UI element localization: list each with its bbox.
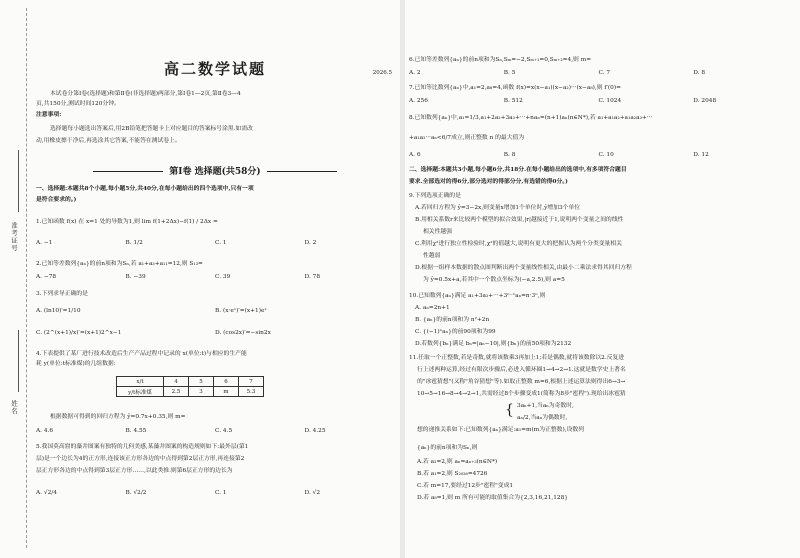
right-page	[405, 0, 800, 558]
exam-title: 高二数学试题	[163, 60, 266, 78]
name-label: 姓名	[10, 400, 18, 415]
exam-date: 2026.5	[372, 70, 392, 76]
q9-option-b: B.用相关系数r来比较两个模型的拟合效果,|r|越接近于1,说明两个变量之间的线性	[415, 217, 624, 223]
data-table	[116, 376, 264, 397]
q11-option: D.若 a₈=1,则 m 所有可能的取值集合为{2,3,16,21,128}	[417, 495, 568, 501]
q3-options-ab: A. (ln10)′=1/10 B. (x·eˣ)′=(x+1)eˣ	[36, 308, 267, 314]
q5-options: A. √2/4 B. √2/2 C. 1 D. √2	[36, 490, 321, 496]
question-8: 8.已知数列{aₙ}中,a₁=1/3,a₁+2a₂+3a₃+···+naₙ=(n+1)aₙ(n∈N*),若 a₁+a₁a₂+a₁a₂a₃+···	[409, 115, 653, 121]
question-4: 耗 y(单位:t标准煤)的几组数据:	[36, 361, 116, 367]
part2-heading: 要求.全部选对的得6分,部分选对的得部分分,有选错的得0分。)	[409, 179, 568, 185]
q9-option-b: 相关性越强	[423, 229, 452, 235]
q11-option: B.若 a₁=2,则 S₂₀₂₆=4726	[417, 471, 488, 477]
question-8: +a₁a₂···aₙ<6/7成立,则正整数 n 的最大值为	[409, 135, 525, 141]
part2-heading: 二、选择题:本题共3小题,每小题6分,共18分.在每小题给出的选项中,有多项符合题目	[409, 167, 627, 173]
q9-option-a: A.若回归方程为 ŷ=3−2x,则变量x增加1个单位时,ŷ增加3个单位	[415, 205, 581, 211]
notice-line: 选择题每小题选出答案后,用2B铅笔把答题卡上对应题目的答案标号涂黑.如需改	[50, 126, 253, 132]
q10-option: B. {aₙ}的前n项和为 n²+2n	[415, 317, 490, 323]
instruction-line: 本试卷分第Ⅰ卷(选择题)和第Ⅱ卷(非选择题)两部分,第Ⅰ卷1—2页,第Ⅱ卷3—4	[50, 91, 241, 97]
table-cell: 5.3	[239, 387, 264, 397]
q10-option: D.若数列{bₙ}满足 bₙ=|aₙ−10|,则{bₙ}的前50项和为2132	[415, 341, 572, 347]
q9-option-d: D.根据一组样本数据的散点图判断出两个变量线性相关,由最小二乘法求得其回归方程	[415, 265, 632, 271]
question-11: 11.任取一个正整数,若是奇数,就将该数乘3再加上1;若是偶数,就将该数除以2.反复进	[409, 355, 625, 361]
table-cell: 5	[189, 377, 214, 387]
question-11: 的"冰雹猜想"(又称"角谷猜想"等).如取正整数 m=6,根据上述运算法则得出6→3→	[417, 379, 626, 385]
exam-number-blank	[18, 150, 19, 212]
question-9: 9.下列选项正确的是	[409, 193, 461, 199]
question-4: 4.下表提供了某厂进行技术改造后生产产品过程中记录的 x(单位:t)与相应的生产能	[36, 351, 247, 357]
q10-option: A. aₙ=2n+1	[415, 305, 450, 311]
notice-line: 动,用橡皮擦干净后,再选涂其它答案,不能答在测试卷上。	[36, 138, 181, 144]
question-2: 2.已知等差数列{aₙ}的前n项和为Sₙ,若 a₁+a₃+a₁₁=12,则 S₁₃=	[36, 261, 203, 267]
table-cell: 4	[164, 377, 189, 387]
table-cell: 2.5	[164, 387, 189, 397]
question-11: {aₙ}的前n项和为Sₙ,则	[417, 445, 478, 451]
question-5: 层正方形各边的中点得到第3层正方形……,以此类推.则第6层正方形的边长为	[36, 468, 233, 474]
table-cell: x/t	[117, 377, 164, 387]
exam-number-label: 准考证号	[10, 222, 18, 252]
q9-option-c: 性越弱	[423, 253, 441, 259]
name-blank	[18, 330, 19, 392]
section-heading: 第Ⅰ卷 选择题(共58分)	[36, 164, 394, 177]
piecewise-case: 3aₙ+1,当aₙ为奇数时,	[517, 403, 574, 409]
table-cell: 3	[189, 387, 214, 397]
q6-options: A. 2 B. 5 C. 7 D. 8	[409, 70, 706, 76]
q2-options: A. −78 B. −39 C. 39 D. 78	[36, 274, 321, 280]
binding-gutter	[0, 0, 34, 558]
q9-option-c: C.利用χ²进行独立性检验时,χ²的值越大,说明有更大的把握认为两个分类变量相关	[415, 241, 622, 247]
q7-options: A. 256 B. 512 C. 1024 D. 2048	[409, 98, 717, 104]
piecewise-brace: {	[505, 402, 514, 418]
part1-heading: 是符合要求的。)	[36, 197, 77, 203]
question-1: 1.已知函数 f(x) 在 x=1 处的导数为1,则 lim f(1+2Δx)−f(1) / 2Δx =	[36, 219, 218, 225]
q9-option-d: 为 ŷ=0.5x+a,若其中一个散点坐标为(−a,2.5),则 a=5	[423, 277, 565, 283]
question-10: 10.已知数列{aₙ}满足 a₁+3a₂+···+3ⁿ⁻¹aₙ=n·3ⁿ,则	[409, 293, 546, 299]
piecewise-case: aₙ/2,当aₙ为偶数时,	[517, 415, 568, 421]
table-cell: 6	[214, 377, 239, 387]
table-cell: 7	[239, 377, 264, 387]
part1-heading: 一、选择题:本题共8个小题,每小题5分,共40分,在每小题给出的四个选项中,只有一项	[36, 186, 254, 192]
q8-options: A. 6 B. 8 C. 10 D. 12	[409, 152, 709, 158]
q4-options: A. 4.6 B. 4.55 C. 4.5 D. 4.25	[36, 428, 326, 434]
notice-heading: 注意事项:	[36, 112, 62, 118]
question-4-prompt: 根据数据可得到的回归方程为 ŷ=0.7x+0.35,则 m=	[50, 414, 186, 420]
q10-option: C. {(−1)ⁿaₙ}的前90项和为99	[415, 329, 496, 335]
table-cell: y/t标准煤	[117, 387, 164, 397]
question-11: 行上述两种运算,经过有限次步骤后,必进入循环圈1→4→2→1.这就是数学史上著名	[417, 367, 626, 373]
question-7: 7.已知等比数列{aₙ}中,a₁=2,a₈=4,函数 f(x)=x(x−a₁)(x−a₂)···(x−a₈),则 f′(0)=	[409, 85, 621, 91]
question-3: 3.下列求导正确的是	[36, 291, 88, 297]
q1-options: A. −1 B. 1/2 C. 1 D. 2	[36, 240, 317, 246]
q11-option: A.若 a₂=2,则 aₙ=aₙ₊₃(n∈N*)	[417, 459, 498, 465]
question-5: 层)是一个边长为4的正方形,连接该正方形各边的中点得到第2层正方形,再连接第2	[36, 456, 245, 462]
question-11: 10→5→16→8→4→2→1,共需经过8个步骤变成1(简称为8步"雹程").现给出冰雹猜	[417, 391, 626, 397]
q11-option: C.若 m=17,要经过12步"雹程"变成1	[417, 483, 514, 489]
cut-line	[26, 8, 27, 548]
question-6: 6.已知等差数列{aₙ}的前n项和为Sₙ,Sₘ=−2,Sₘ₊₁=0,Sₘ₊₂=4,则 m=	[409, 57, 592, 63]
instruction-line: 页,共150分,测试时间120分钟。	[36, 101, 120, 107]
question-5: 5.我国莫高窟的藻井图案有独特的几何美感,某藻井图案的构造规则如下:最外层(第1	[36, 444, 249, 450]
table-cell: m	[214, 387, 239, 397]
q3-options-cd: C. (2^(x+1)/x)′=(x+1)2^x−1 D. (cos2x)′=−sin2x	[36, 330, 271, 336]
question-11: 想的递推关系如下:已知数列{aₙ}满足:a₁=m(m为正整数),设数列	[417, 427, 584, 433]
